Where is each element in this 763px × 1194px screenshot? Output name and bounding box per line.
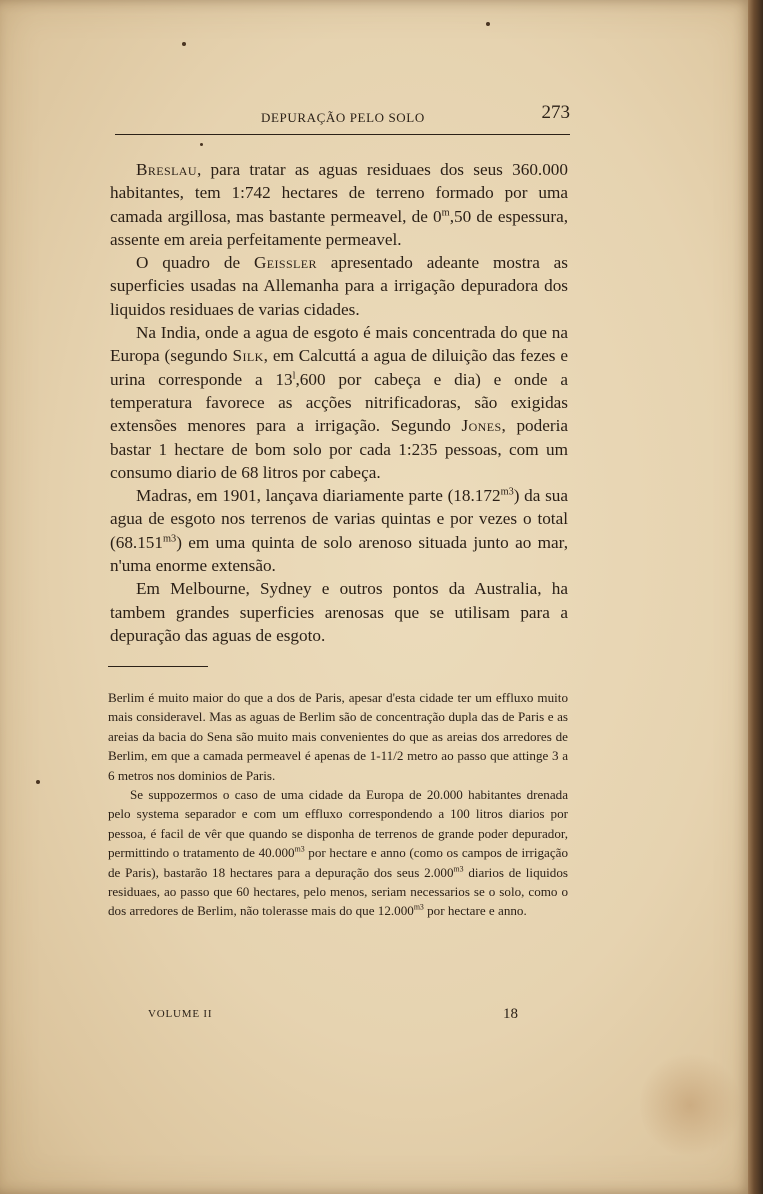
superscript: m3 bbox=[294, 844, 305, 854]
superscript: m3 bbox=[413, 903, 424, 913]
running-head: DEPURAÇÃO PELO SOLO bbox=[261, 110, 425, 125]
paragraph-geissler bbox=[110, 251, 568, 321]
author-name: Jones bbox=[461, 416, 502, 436]
text-run: Berlim é muito maior do que a dos de Paris, apesar d'esta cidade ter um effluxo muito mais consideravel. Mas as aguas de Berlim são de concentração dupla das de Paris e as areias da bacia do Sena são muito mais convenientes do que as areias dos arredores de Berlim, em que a camada permeavel é apenas de 1-1 bbox=[108, 690, 568, 764]
text-run: ) em uma quinta de solo arenoso situada junto ao mar, n'uma enorme extensão. bbox=[110, 532, 568, 576]
paragraph-madras bbox=[110, 484, 568, 577]
foxing-spot bbox=[182, 42, 186, 46]
text-run: , para tratar as aguas residuaes dos seus 360.000 habitantes, tem 1:742 hectares de terreno formado por uma camada argillosa, mas bastante permeavel, de 0 bbox=[110, 160, 568, 226]
text-run: ,600 por cabeça e dia) e onde a temperatura favorece as acções nitrificadoras, são exigidas extensões menores para a irrigação. Segundo bbox=[110, 369, 569, 436]
text-run: metro ao passo que attinge 3 a 6 metros nos dominios de Paris. bbox=[108, 748, 569, 783]
text-run: por hectare e anno (como os campos de irrigação de Paris), bastarão 18 hectares para a depuração dos seus 2.000 bbox=[108, 845, 568, 880]
footnotes bbox=[108, 688, 568, 921]
superscript: m3 bbox=[500, 486, 514, 498]
text-run: apresentado adeante mostra as superficies usadas na Allemanha para a irrigação depuradora dos liquidos residuaes de varias cidades. bbox=[110, 253, 568, 319]
foxing-spot bbox=[36, 780, 40, 784]
text-run: O quadro de bbox=[136, 253, 254, 273]
text-run: ) da sua agua de esgoto nos terrenos de varias quintas e por vezes o total (68.151 bbox=[110, 486, 568, 552]
page-number: 273 bbox=[541, 102, 570, 123]
text-run: Madras, em 1901, lançava diariamente parte (18.172 bbox=[136, 486, 501, 506]
text-run: Se suppozermos o caso de uma cidade da Europa de 20.000 habitantes drenada pelo systema separador e com um effluxo correspondendo a 100 litros diarios por pessoa, é facil de vêr que quando se disponha de terrenos de grande poder depurador, permittindo o tratamento de 40.000 bbox=[108, 787, 568, 861]
book-edge bbox=[748, 0, 763, 1194]
paper-stain bbox=[640, 1050, 740, 1160]
superscript: l bbox=[292, 369, 296, 381]
fraction: 1/2 bbox=[386, 748, 404, 764]
footnote-europa bbox=[108, 785, 568, 921]
superscript: m bbox=[441, 206, 450, 218]
text-run: diarios de liquidos residuaes, ao passo que 60 hectares, pelo menos, seriam necessarios se o solo, como o dos arredores de Berlim, não tolerasse mais do que 12.000 bbox=[108, 864, 568, 919]
foxing-spot bbox=[486, 22, 490, 26]
superscript: m3 bbox=[453, 864, 464, 874]
signature-mark: 18 bbox=[503, 1006, 518, 1022]
paragraph-breslau bbox=[110, 158, 568, 251]
text-run: Na India, onde a agua de esgoto é mais concentrada do que na Europa (segundo bbox=[110, 323, 568, 366]
volume-label: VOLUME II bbox=[148, 1008, 213, 1020]
main-text bbox=[110, 158, 568, 647]
page-header bbox=[115, 104, 570, 135]
footnote-berlim bbox=[108, 688, 568, 785]
text-run: , poderia bastar 1 hectare de bom solo por cada 1:235 pessoas, com um consumo diario de 68 litros por cabeça. bbox=[110, 416, 568, 482]
text-run: , em Calcuttá a agua de diluição das fezes e urina corresponde a 13 bbox=[110, 346, 568, 389]
text-run: ,50 de espessura, assente em areia perfeitamente permeavel. bbox=[110, 206, 568, 249]
foxing-spot bbox=[200, 143, 203, 146]
text-run: por hectare e anno. bbox=[423, 903, 527, 919]
paragraph-india bbox=[110, 321, 568, 484]
paragraph-australia: Em Melbourne, Sydney e outros pontos da Australia, ha tambem grandes superficies arenosas que se utilisam para a depuração das aguas de esgoto. bbox=[110, 579, 568, 645]
superscript: m3 bbox=[163, 533, 177, 545]
footnote-rule bbox=[108, 666, 208, 667]
author-name: Breslau bbox=[136, 160, 197, 179]
author-name: Geissler bbox=[253, 253, 317, 273]
author-name: Silk bbox=[232, 346, 264, 366]
